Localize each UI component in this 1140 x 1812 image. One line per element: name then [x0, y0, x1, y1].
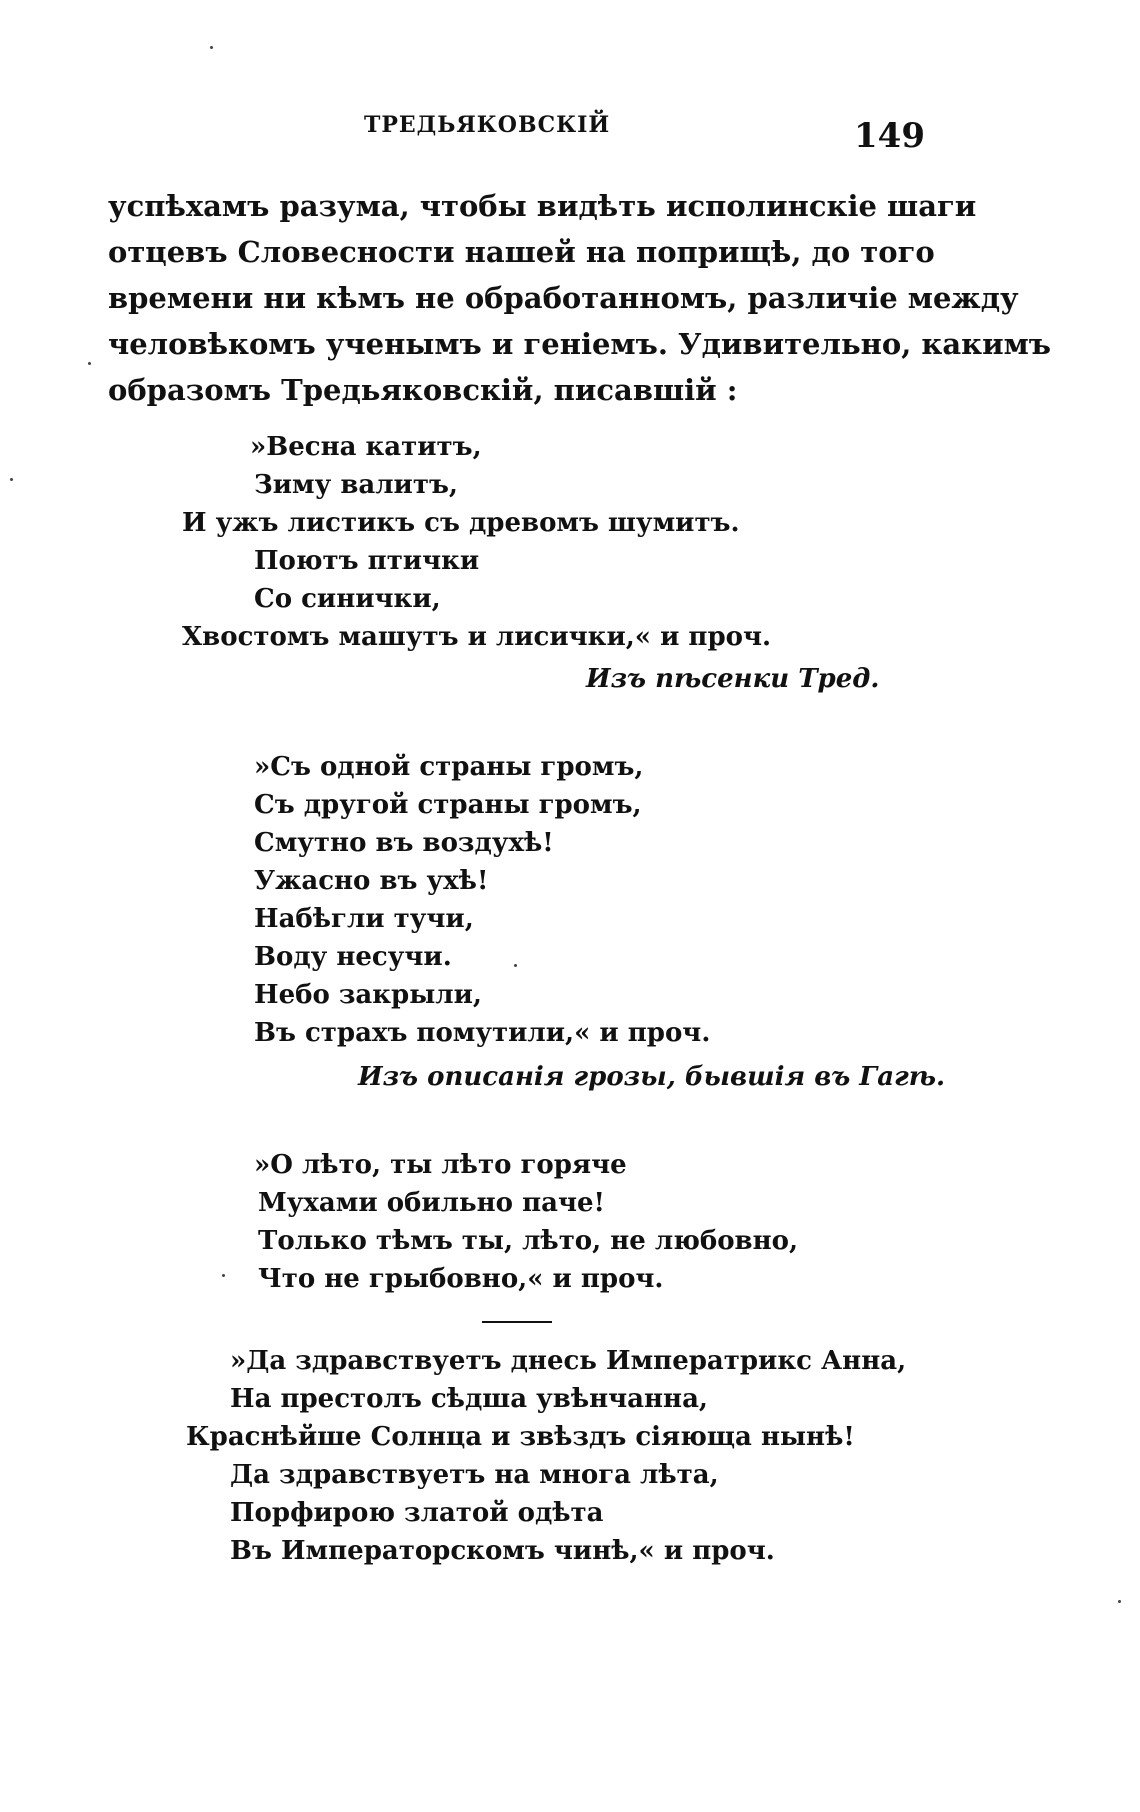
quote-source: Изъ описанія грозы, бывшія въ Гагѣ.	[358, 1062, 946, 1092]
verse-line: Набѣгли тучи,	[254, 904, 474, 934]
prose-line: успѣхамъ разума, чтобы видѣть исполинскіе шаги	[108, 189, 977, 223]
scan-speck	[222, 1274, 225, 1277]
quote-source: Изъ пѣсенки Тред.	[586, 664, 880, 694]
verse-line: Хвостомъ машутъ и лисички,« и проч.	[182, 622, 772, 652]
scan-speck	[10, 478, 13, 481]
prose-line: образомъ Тредьяковскій, писавшій :	[108, 373, 738, 407]
prose-line: времени ни кѣмъ не обработанномъ, различіе между	[108, 281, 1019, 315]
verse-line: »Да здравствуетъ днесь Императрикс Анна,	[230, 1346, 907, 1376]
scan-speck	[210, 46, 213, 49]
scan-speck	[1118, 1600, 1121, 1603]
section-rule	[482, 1321, 552, 1323]
scan-speck	[514, 964, 517, 967]
page-number: 149	[854, 116, 925, 156]
prose-line: человѣкомъ ученымъ и геніемъ. Удивительно, какимъ	[108, 327, 1052, 361]
running-title: ТРЕДЬЯКОВСКІЙ	[364, 112, 611, 138]
verse-line: Въ Императорскомъ чинѣ,« и проч.	[230, 1536, 775, 1566]
verse-line: »Съ одной страны громъ,	[254, 752, 644, 782]
verse-line: Поютъ птички	[254, 546, 480, 576]
verse-line: Краснѣйше Солнца и звѣздъ сіяюща нынѣ!	[186, 1422, 855, 1452]
verse-line: Со синички,	[254, 584, 441, 614]
verse-line: »Весна катитъ,	[250, 432, 482, 462]
verse-line: Въ страхъ помутили,« и проч.	[254, 1018, 711, 1048]
prose-paragraph	[108, 183, 1052, 413]
prose-line: отцевъ Словесности нашей на поприщѣ, до того	[108, 235, 935, 269]
scan-speck	[88, 362, 91, 365]
verse-line: Зиму валитъ,	[254, 470, 458, 500]
verse-line: Воду несучи.	[254, 942, 452, 972]
verse-line: Да здравствуетъ на многа лѣта,	[230, 1460, 719, 1490]
verse-line: Только тѣмъ ты, лѣто, не любовно,	[258, 1226, 799, 1256]
verse-line: Ужасно въ ухѣ!	[254, 866, 489, 896]
verse-line: Порфирою златой одѣта	[230, 1498, 604, 1528]
verse-line: Что не грыбовно,« и проч.	[258, 1264, 664, 1294]
verse-line: Смутно въ воздухѣ!	[254, 828, 554, 858]
verse-line: Небо закрыли,	[254, 980, 482, 1010]
verse-line: »О лѣто, ты лѣто горяче	[254, 1150, 627, 1180]
verse-line: Съ другой страны громъ,	[254, 790, 642, 820]
verse-line: На престолъ сѣдша увѣнчанна,	[230, 1384, 708, 1414]
verse-line: И ужъ листикъ съ древомъ шумитъ.	[182, 508, 740, 538]
verse-line: Мухами обильно паче!	[258, 1188, 605, 1218]
